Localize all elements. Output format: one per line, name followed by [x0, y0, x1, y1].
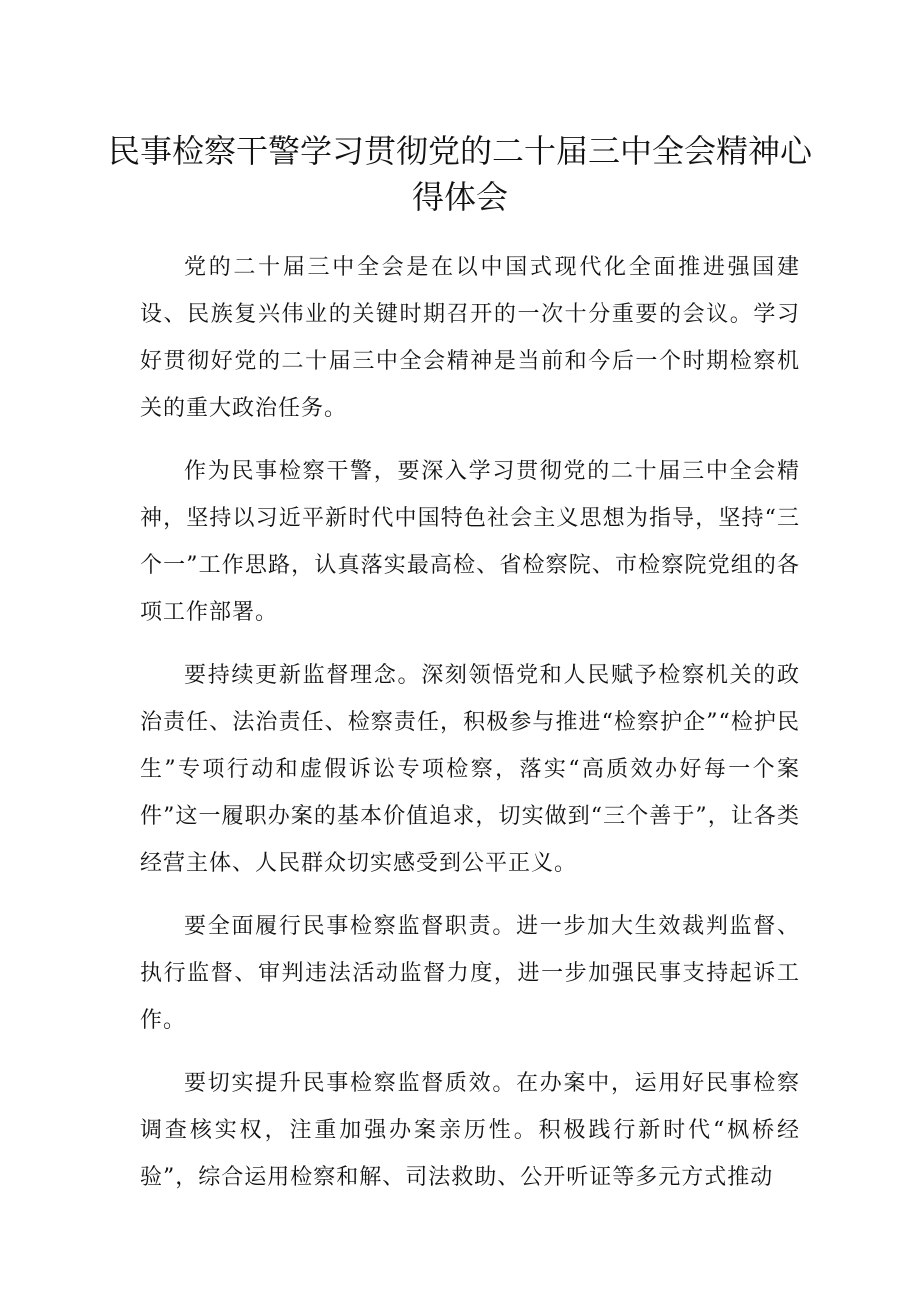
paragraph-1: 党的二十届三中全会是在以中国式现代化全面推进强国建设、民族复兴伟业的关键时期召开的一次十分重要的会议。学习好贯彻好党的二十届三中全会精神是当前和今后一个时期检察机关的重大政治任务。 — [140, 255, 800, 421]
document-body — [140, 244, 800, 1217]
paragraph-3: 要持续更新监督理念。深刻领悟党和人民赋予检察机关的政治责任、法治责任、检察责任，积极参与推进“检察护企”“检护民生”专项行动和虚假诉讼专项检察，落实“高质效办好每一个案件”这一履职办案的基本价值追求，切实做到“三个善于”，让各类经营主体、人民群众切实感受到公平正义。 — [140, 663, 800, 876]
paragraph-2: 作为民事检察干警，要深入学习贯彻党的二十届三中全会精神，坚持以习近平新时代中国特色社会主义思想为指导，坚持“三个一”工作思路，认真落实最高检、省检察院、市检察院党组的各项工作部署。 — [140, 459, 800, 625]
paragraph-4: 要全面履行民事检察监督职责。进一步加大生效裁判监督、执行监督、审判违法活动监督力度，进一步加强民事支持起诉工作。 — [140, 914, 800, 1033]
paragraph-5: 要切实提升民事检察监督质效。在办案中，运用好民事检察调查核实权，注重加强办案亲历性。积极践行新时代“枫桥经验”，综合运用检察和解、司法救助、公开听证等多元方式推动 — [140, 1071, 800, 1190]
document-title: 民事检察干警学习贯彻党的二十届三中全会精神心得体会 — [107, 132, 812, 216]
